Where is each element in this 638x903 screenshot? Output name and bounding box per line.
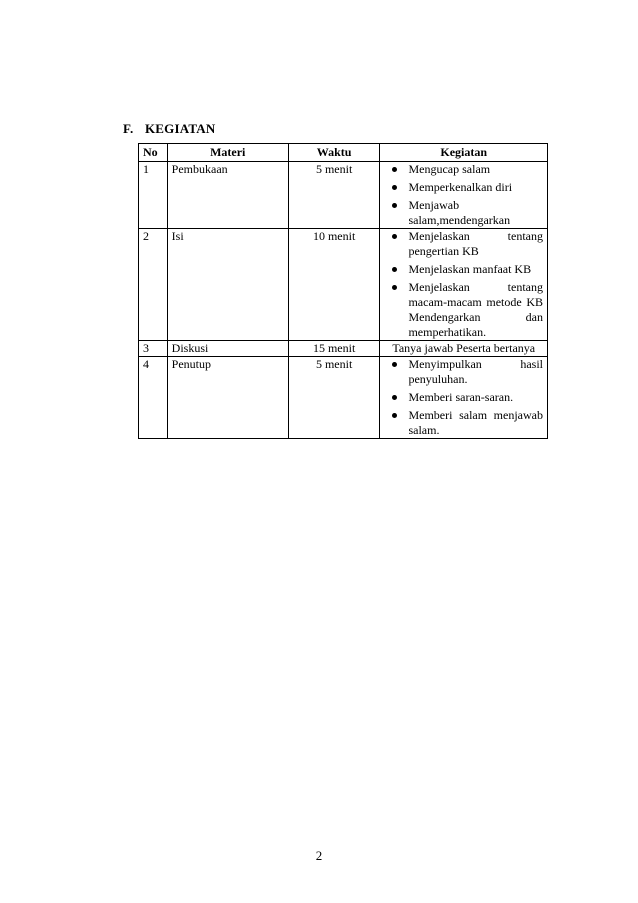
cell-waktu: 5 menit: [288, 357, 380, 439]
cell-no: 4: [139, 357, 168, 439]
activity-text: Menjelaskan tentang macam-macam metode KB Mendengarkan dan memperhatikan.: [408, 280, 543, 339]
list-item: [384, 357, 543, 387]
list-item: [384, 180, 543, 195]
cell-no: 3: [139, 341, 168, 357]
bullet-icon: [392, 285, 397, 290]
cell-no: 2: [139, 229, 168, 341]
cell-waktu: 5 menit: [288, 162, 380, 229]
section-letter: F.: [123, 121, 134, 136]
bullet-icon: [392, 203, 397, 208]
list-item: [384, 198, 543, 228]
cell-kegiatan: [380, 357, 548, 439]
bullet-icon: [392, 395, 397, 400]
list-item: [384, 408, 543, 438]
activity-text: Menyimpulkan hasil penyuluhan.: [408, 357, 543, 386]
cell-waktu: 15 menit: [288, 341, 380, 357]
activity-list: [384, 357, 543, 438]
header-materi: Materi: [167, 144, 288, 162]
header-kegiatan: Kegiatan: [380, 144, 548, 162]
section-heading: [123, 121, 215, 137]
table-row: [139, 357, 548, 439]
header-no: No: [139, 144, 168, 162]
cell-no: 1: [139, 162, 168, 229]
activity-list: [384, 162, 543, 228]
bullet-icon: [392, 267, 397, 272]
list-item: [384, 162, 543, 177]
activity-text: Menjelaskan manfaat KB: [408, 262, 532, 276]
cell-materi: Pembukaan: [167, 162, 288, 229]
bullet-icon: [392, 413, 397, 418]
bullet-icon: [392, 185, 397, 190]
cell-materi: Diskusi: [167, 341, 288, 357]
table-row: [139, 341, 548, 357]
table-row: [139, 162, 548, 229]
activity-table: [138, 143, 548, 439]
bullet-icon: [392, 362, 397, 367]
cell-kegiatan: Tanya jawab Peserta bertanya: [380, 341, 548, 357]
cell-kegiatan: [380, 229, 548, 341]
activity-text: Menjawab salam,mendengarkan: [408, 198, 511, 227]
activity-text: Memberi saran-saran.: [408, 390, 514, 404]
bullet-icon: [392, 167, 397, 172]
list-item: [384, 262, 543, 277]
cell-materi: Isi: [167, 229, 288, 341]
header-waktu: Waktu: [288, 144, 380, 162]
page-number: 2: [315, 848, 323, 863]
list-item: [384, 280, 543, 340]
activity-text: Memberi salam menjawab salam.: [408, 408, 543, 437]
cell-materi: Penutup: [167, 357, 288, 439]
cell-kegiatan: [380, 162, 548, 229]
table-header-row: [139, 144, 548, 162]
activity-text: Mengucap salam: [408, 162, 491, 176]
section-title: KEGIATAN: [145, 121, 216, 136]
activity-text: Menjelaskan tentang pengertian KB: [408, 229, 543, 258]
bullet-icon: [392, 234, 397, 239]
cell-waktu: 10 menit: [288, 229, 380, 341]
activity-list: [384, 229, 543, 340]
list-item: [384, 390, 543, 405]
activity-text: Memperkenalkan diri: [408, 180, 513, 194]
list-item: [384, 229, 543, 259]
table-row: [139, 229, 548, 341]
